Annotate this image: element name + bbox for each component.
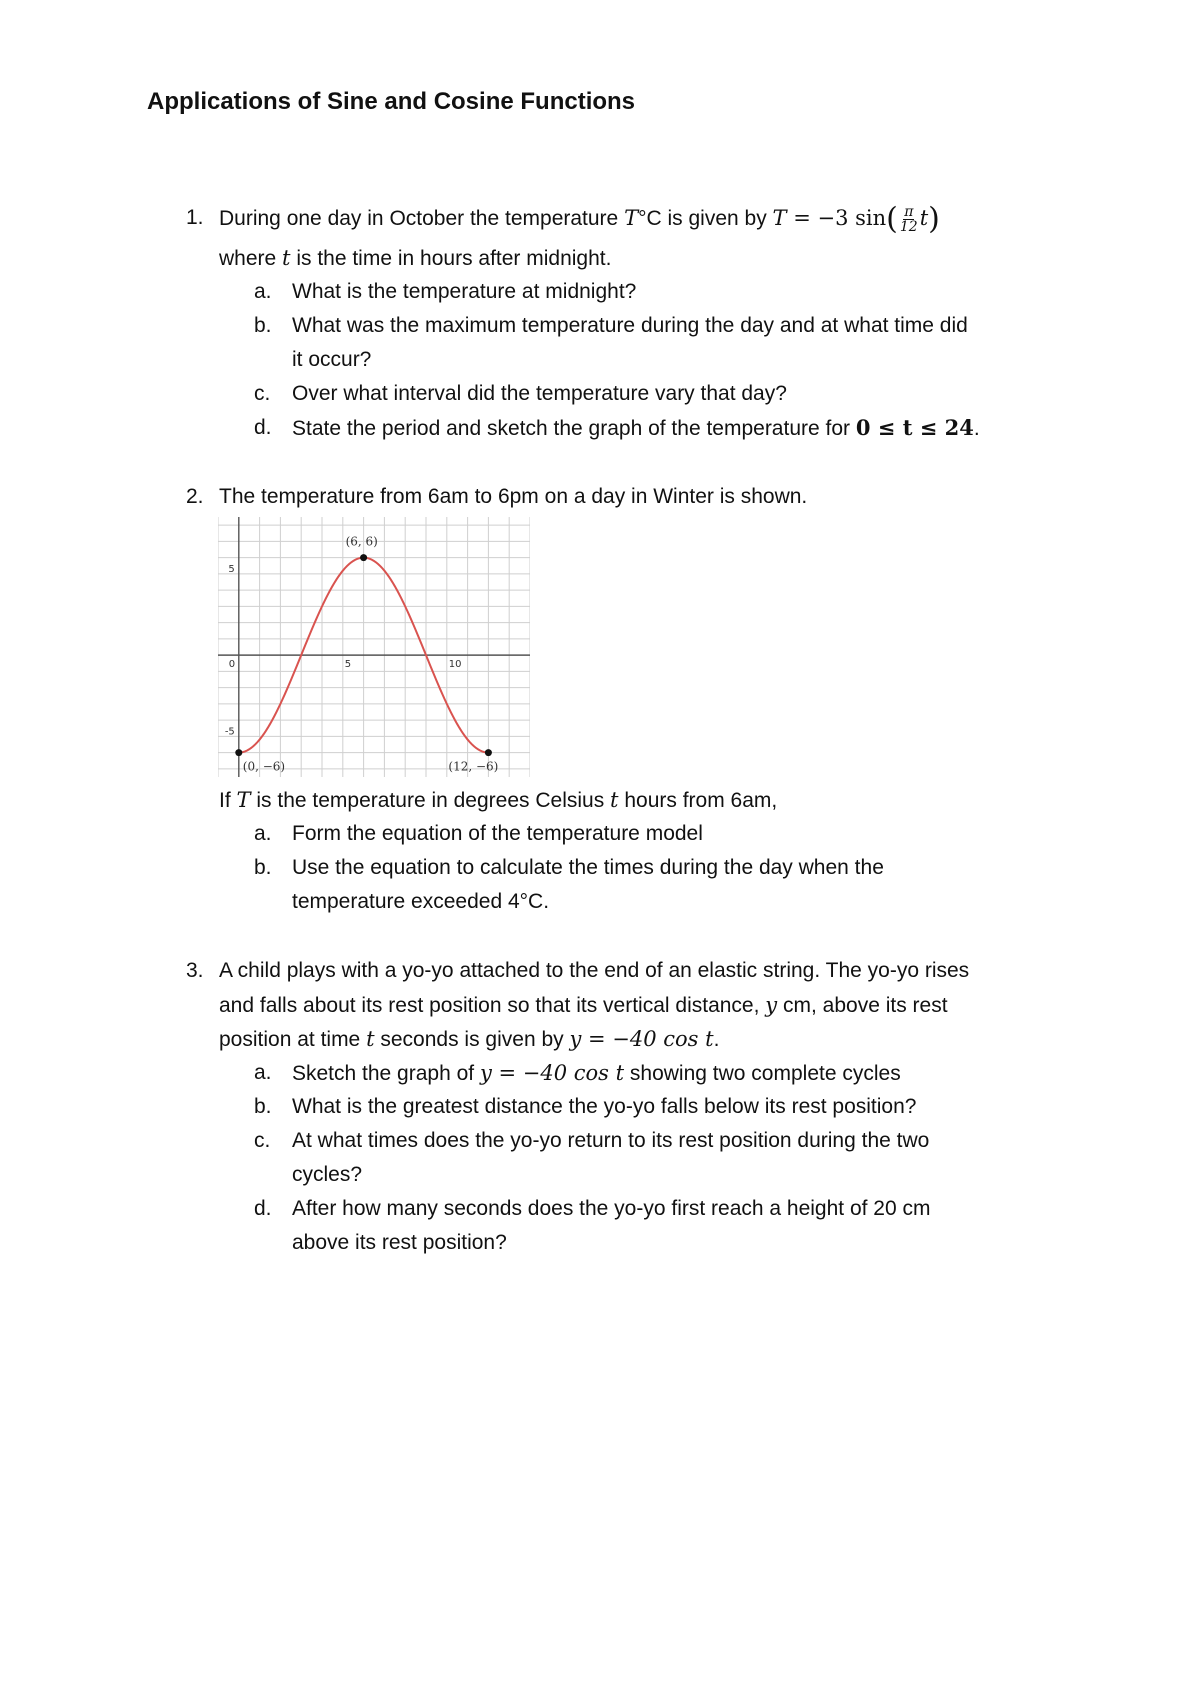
q3-line3-t: t bbox=[366, 1027, 375, 1051]
q3-part-d-text: After how many seconds does the yo-yo first reach a height of 20 cm bbox=[292, 1197, 931, 1220]
q3-part-a-eq: y = −40 cos t bbox=[479, 1061, 625, 1085]
x-tick-label: 0 bbox=[228, 659, 236, 671]
y-tick-label: 5 bbox=[228, 563, 235, 575]
temperature-graph-svg bbox=[218, 517, 530, 777]
q3-number: 3. bbox=[186, 959, 204, 982]
q3-part-b-text: What is the greatest distance the yo-yo falls below its rest position? bbox=[292, 1095, 917, 1118]
q3-part-a-text-a: Sketch the graph of bbox=[292, 1062, 480, 1085]
q1-part-a-text: What is the temperature at midnight? bbox=[292, 280, 637, 303]
q1-line2-a: where bbox=[219, 247, 283, 270]
q3-part-a-label: a. bbox=[254, 1061, 272, 1084]
q3-line3-eq: y = −40 cos t bbox=[569, 1027, 714, 1051]
x-tick-label: 10 bbox=[448, 659, 462, 671]
q1-unit: °C bbox=[638, 207, 662, 230]
q3-line2-a: and falls about its rest position so that its vertical distance, bbox=[219, 994, 766, 1017]
q3-line1: A child plays with a yo-yo attached to the end of an elastic string. The yo-yo rises bbox=[219, 959, 970, 982]
graph-axes bbox=[218, 517, 530, 777]
q1-part-b-text: What was the maximum temperature during the day and at what time did bbox=[292, 314, 968, 337]
q2-after-T: T bbox=[236, 788, 251, 812]
data-point bbox=[485, 749, 492, 756]
q2-after-a: If bbox=[219, 789, 237, 812]
q1-fraction bbox=[900, 205, 918, 234]
q2-part-a-text: Form the equation of the temperature model bbox=[292, 822, 703, 845]
q1-var-T: T bbox=[624, 206, 639, 230]
q2-after-c: hours from 6am, bbox=[618, 789, 778, 812]
data-point bbox=[360, 554, 367, 561]
graph-points bbox=[235, 535, 498, 774]
q1-part-d-text-a: State the period and sketch the graph of the temperature for bbox=[292, 417, 856, 440]
q1-line2-b: is the time in hours after midnight. bbox=[290, 247, 612, 270]
q3-part-d-label: d. bbox=[254, 1197, 272, 1220]
temperature-graph bbox=[218, 517, 530, 777]
q1-line2-t: t bbox=[282, 246, 291, 270]
q1-part-c-label: c. bbox=[254, 382, 271, 405]
q2-number: 2. bbox=[186, 485, 204, 508]
q2-after-line bbox=[219, 786, 777, 815]
y-tick-label: -5 bbox=[224, 726, 235, 738]
q3-part-a-text-b: showing two complete cycles bbox=[624, 1062, 901, 1085]
q1-intro-text-b: is given by bbox=[661, 207, 773, 230]
q1-eq-t: t bbox=[919, 206, 929, 230]
q1-part-c-text: Over what interval did the temperature vary that day? bbox=[292, 382, 787, 405]
q1-part-b-text-cont: it occur? bbox=[292, 348, 372, 371]
q3-line3 bbox=[219, 1025, 719, 1054]
x-tick-label: 5 bbox=[344, 659, 352, 671]
q1-part-b-label: b. bbox=[254, 314, 272, 337]
q1-frac-numerator: π bbox=[904, 203, 914, 220]
q3-line3-end: . bbox=[713, 1028, 720, 1051]
q2-part-b-text: Use the equation to calculate the times during the day when the bbox=[292, 856, 884, 879]
q3-part-a-text bbox=[292, 1059, 901, 1088]
q2-intro: The temperature from 6am to 6pm on a day in Winter is shown. bbox=[219, 485, 808, 508]
q3-part-b-label: b. bbox=[254, 1095, 272, 1118]
data-point bbox=[235, 749, 242, 756]
q3-line2 bbox=[219, 991, 948, 1020]
q2-after-t: t bbox=[610, 788, 619, 812]
q1-intro-text-a: During one day in October the temperature bbox=[219, 207, 625, 230]
data-point-label: (6, 6) bbox=[345, 534, 378, 549]
q3-part-c-text: At what times does the yo-yo return to its rest position during the two bbox=[292, 1129, 930, 1152]
graph-grid bbox=[218, 517, 530, 777]
q3-part-c-text-cont: cycles? bbox=[292, 1163, 363, 1186]
q1-eq-mid: = −3 sin bbox=[786, 206, 887, 230]
q1-line2 bbox=[219, 244, 611, 273]
q2-part-b-label: b. bbox=[254, 856, 272, 879]
q3-line3-a: position at time bbox=[219, 1028, 367, 1051]
page-title: Applications of Sine and Cosine Functions bbox=[147, 88, 636, 115]
q3-part-d-text-cont: above its rest position? bbox=[292, 1231, 507, 1254]
q1-frac-denominator: 12 bbox=[899, 218, 918, 235]
q3-line2-y: y bbox=[765, 993, 778, 1017]
data-point-label: (12, −6) bbox=[448, 759, 499, 774]
q2-part-a-label: a. bbox=[254, 822, 272, 845]
q3-line2-b: cm, above its rest bbox=[777, 994, 948, 1017]
q1-intro-line: During one day in October the temperature T°C is given by T = −3 sin( $\frac{\pi}{12}$ t) bbox=[219, 201, 940, 237]
q1-part-d-end: . bbox=[973, 417, 980, 440]
q3-part-c-label: c. bbox=[254, 1129, 271, 1152]
data-point-label: (0, −6) bbox=[242, 759, 286, 774]
q1-part-d-math: 0 ≤ t ≤ 24 bbox=[855, 415, 974, 440]
q1-part-d-text bbox=[292, 414, 980, 443]
q2-after-b: is the temperature in degrees Celsius bbox=[250, 789, 611, 812]
q3-line3-b: seconds is given by bbox=[374, 1028, 570, 1051]
q1-part-d-label: d. bbox=[254, 416, 272, 439]
q1-eq-lhs: T bbox=[772, 206, 787, 230]
q2-part-b-text-cont: temperature exceeded 4°C. bbox=[292, 890, 550, 913]
q1-part-a-label: a. bbox=[254, 280, 272, 303]
q1-number: 1. bbox=[186, 206, 204, 229]
